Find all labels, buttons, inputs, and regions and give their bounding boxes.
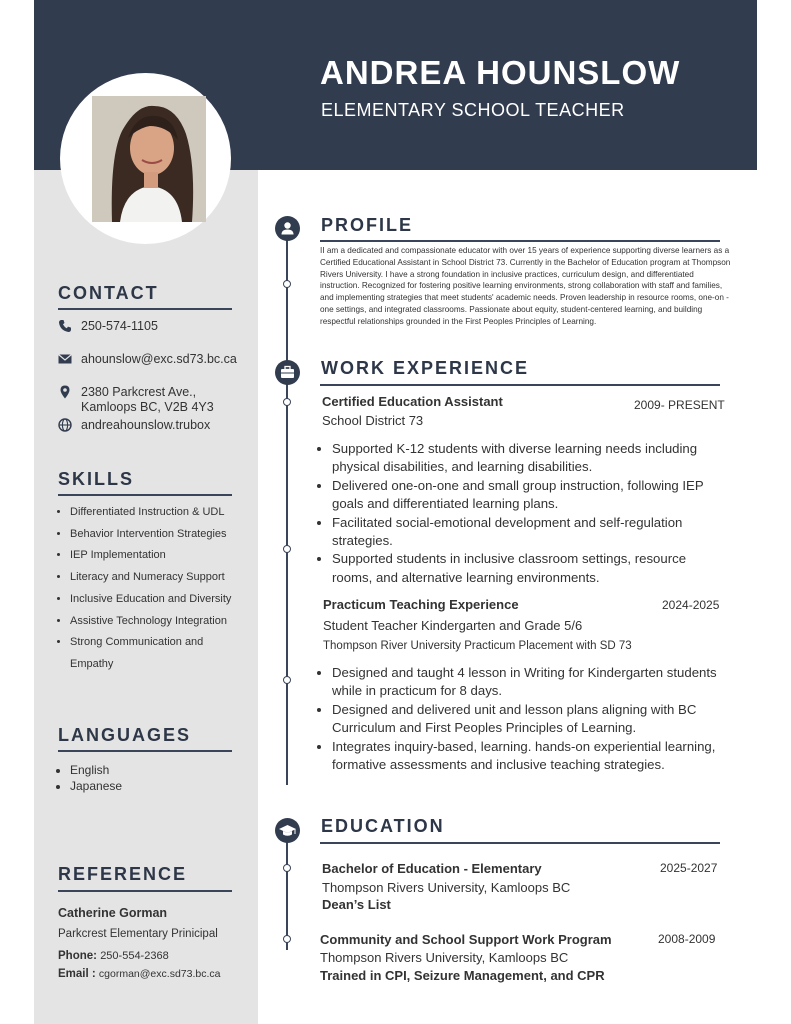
timeline-dot xyxy=(283,935,291,943)
globe-icon xyxy=(58,418,72,432)
contact-heading: CONTACT xyxy=(58,283,159,303)
candidate-name: ANDREA HOUNSLOW xyxy=(320,54,681,91)
reference-email-row xyxy=(58,968,220,980)
graduation-cap-icon xyxy=(275,818,300,843)
contact-email[interactable]: ahounslow@exc.sd73.bc.ca xyxy=(81,352,237,366)
job-bullet: • Delivered one-on-one and small group instruction, following IEP goals and differentiated learning plans. xyxy=(332,477,717,514)
language-item: • Japanese xyxy=(70,778,122,794)
email-icon xyxy=(58,352,72,366)
degree-school: Thompson Rivers University, Kamloops BC xyxy=(320,950,569,965)
contact-phone: 250-574-1105 xyxy=(81,319,158,333)
skill-item: • Literacy and Numeracy Support xyxy=(70,567,231,589)
profile-heading: PROFILE xyxy=(321,215,414,235)
reference-email-label: Email : xyxy=(58,968,96,980)
degree-date: 2025-2027 xyxy=(660,861,718,875)
contact-divider xyxy=(58,308,232,310)
timeline-dot xyxy=(283,864,291,872)
job-title: Certified Education Assistant xyxy=(322,394,503,409)
skill-item: • IEP Implementation xyxy=(70,545,231,567)
language-item: • English xyxy=(70,762,122,778)
skill-item: • Differentiated Instruction & UDL xyxy=(70,502,231,524)
work-heading: WORK EXPERIENCE xyxy=(321,358,530,378)
work-divider xyxy=(320,384,720,386)
reference-phone: 250-554-2368 xyxy=(100,950,169,962)
profile-divider xyxy=(320,240,720,242)
job-date: 2024-2025 xyxy=(662,598,720,612)
job-bullets xyxy=(316,440,717,587)
location-icon xyxy=(58,385,72,399)
degree-note: Dean’s List xyxy=(322,897,391,912)
job-bullet: • Designed and taught 4 lesson in Writing for Kindergarten students while in practicum for 8 days. xyxy=(332,664,717,701)
job-bullet: • Designed and delivered unit and lesson plans aligning with BC Curriculum and First Peoples Principles of Learning. xyxy=(332,701,717,738)
timeline-dot xyxy=(283,280,291,288)
skills-heading: SKILLS xyxy=(58,469,135,489)
candidate-title: ELEMENTARY SCHOOL TEACHER xyxy=(321,100,625,120)
contact-website[interactable]: andreahounslow.trubox xyxy=(81,418,211,432)
contact-address-line2: Kamloops BC, V2B 4Y3 xyxy=(81,400,214,414)
profile-photo xyxy=(92,96,206,222)
degree-school: Thompson Rivers University, Kamloops BC xyxy=(322,880,571,895)
job-bullet: • Supported students in inclusive classroom settings, resource rooms, and alternative learning environments. xyxy=(332,550,717,587)
skill-item: • Behavior Intervention Strategies xyxy=(70,524,231,546)
timeline-line xyxy=(286,228,288,785)
job-org: School District 73 xyxy=(322,413,424,428)
degree-title: Bachelor of Education - Elementary xyxy=(322,861,542,876)
job-placement: Thompson River University Practicum Placement with SD 73 xyxy=(323,640,632,652)
skill-item: Empathy xyxy=(70,657,114,670)
skill-item: • Strong Communication and xyxy=(70,632,231,654)
skills-divider xyxy=(58,494,232,496)
skills-list xyxy=(54,502,231,676)
job-bullet: • Integrates inquiry-based, learning. hands-on experiential learning, formative assessments and inclusive teaching strategies. xyxy=(332,738,717,775)
skill-item: • Assistive Technology Integration xyxy=(70,611,231,633)
languages-divider xyxy=(58,750,232,752)
timeline-dot xyxy=(283,676,291,684)
education-heading: EDUCATION xyxy=(321,816,445,836)
briefcase-icon xyxy=(275,360,300,385)
languages-heading: LANGUAGES xyxy=(58,725,192,745)
reference-divider xyxy=(58,890,232,892)
degree-title: Community and School Support Work Program xyxy=(320,932,612,947)
degree-note: Trained in CPI, Seizure Management, and CPR xyxy=(320,968,605,983)
timeline-line-education xyxy=(286,830,288,950)
job-title: Practicum Teaching Experience xyxy=(323,597,519,612)
reference-name: Catherine Gorman xyxy=(58,906,168,920)
profile-icon xyxy=(275,216,300,241)
timeline-dot xyxy=(283,545,291,553)
job-bullets xyxy=(316,664,717,774)
reference-email[interactable]: cgorman@exc.sd73.bc.ca xyxy=(98,968,221,980)
degree-date: 2008-2009 xyxy=(658,932,716,946)
job-org: Student Teacher Kindergarten and Grade 5/6 xyxy=(323,618,583,633)
reference-phone-row xyxy=(58,950,169,962)
job-date: 2009- PRESENT xyxy=(634,398,725,412)
job-bullet: • Supported K-12 students with diverse learning needs including physical disabilities, and learning disabilities. xyxy=(332,440,717,477)
reference-phone-label: Phone: xyxy=(58,950,97,962)
phone-icon xyxy=(58,319,72,333)
education-divider xyxy=(320,842,720,844)
skill-item: • Inclusive Education and Diversity xyxy=(70,589,231,611)
reference-heading: REFERENCE xyxy=(58,864,188,884)
job-bullet: • Facilitated social-emotional development and self-regulation strategies. xyxy=(332,514,717,551)
languages-list xyxy=(54,762,122,794)
reference-role: Parkcrest Elementary Prinicipal xyxy=(58,928,218,940)
profile-text: II am a dedicated and compassionate educator with over 15 years of experience supporting diverse learners as a Certified Educational Assistant in School District 73. Currently in the Bachelor of Education program at Thompson Rivers University. I have a strong foundation in inclusive practices, curriculum design, and differentiated instruction. Recognized for fostering positive learning environments, strong collaboration with staff and families, and implementing strategies that meet students' academic needs. Proven leadership in resource rooms, one-on -one settings, and integrated classrooms. Passionate about equity, student-centered learning, and building respectful relationships grounded in the First Peoples Principles of Learning. xyxy=(320,246,731,326)
contact-address-line1: 2380 Parkcrest Ave., xyxy=(81,385,197,399)
timeline-dot xyxy=(283,398,291,406)
